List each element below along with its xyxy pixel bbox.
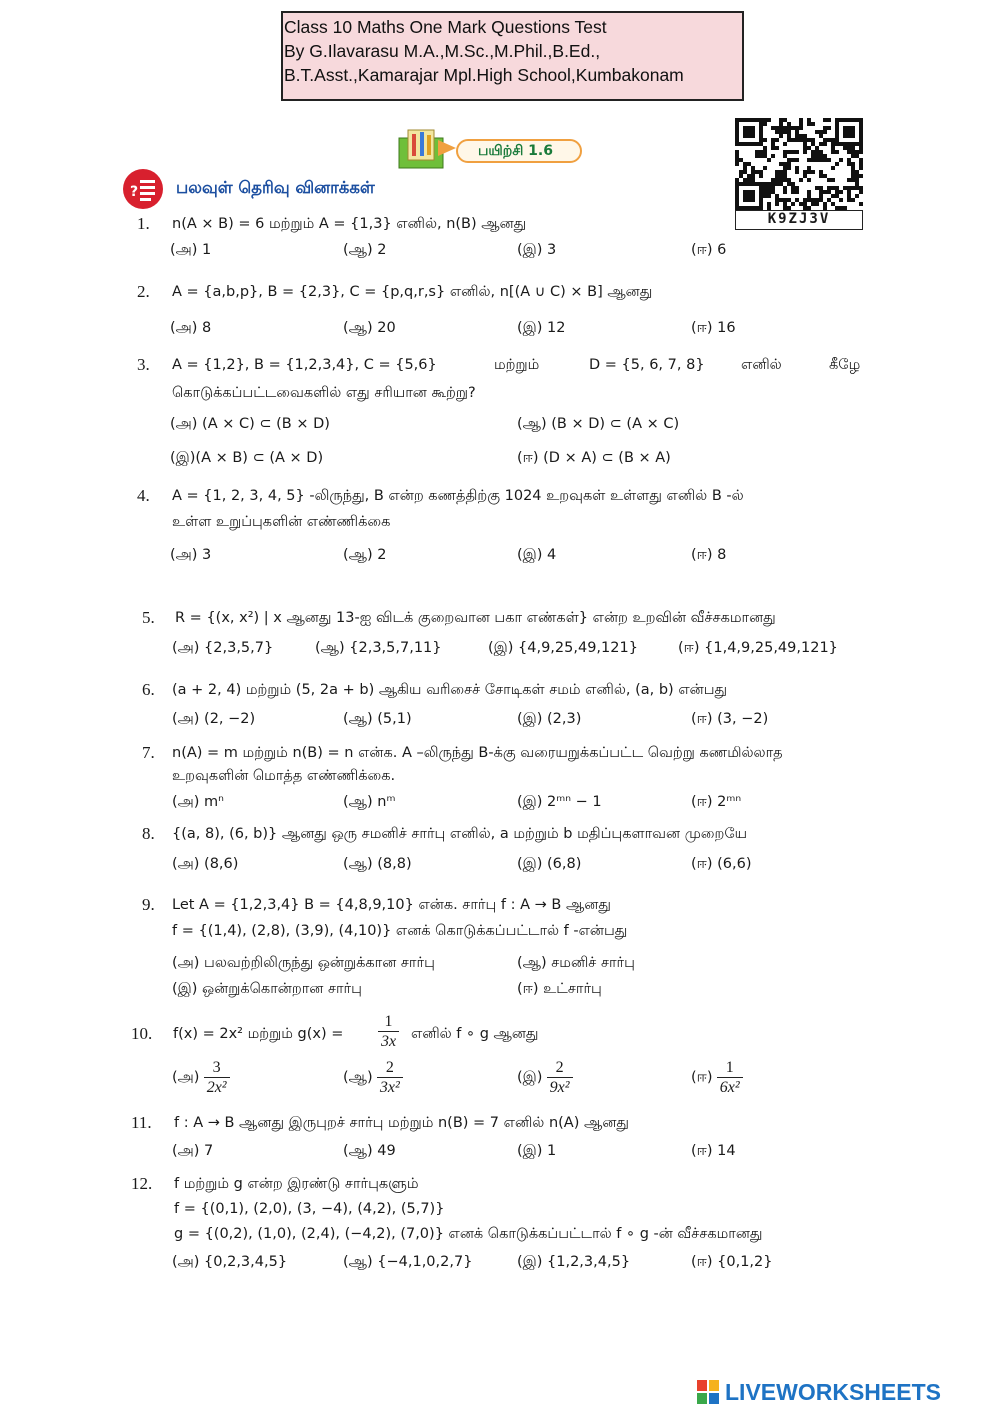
question-number: 6. [142,680,155,699]
question-text: கொடுக்கப்பட்டவைகளில் எது சரியான கூற்று? [172,385,476,401]
option-d[interactable]: (ஈ) {1,4,9,25,49,121} [678,640,838,656]
fraction-numerator: 3 [204,1058,230,1078]
option-d[interactable]: (ஈ) 2ᵐⁿ [691,794,742,810]
fraction [378,1012,399,1051]
option-c[interactable] [517,1058,573,1097]
question-number: 1. [137,214,150,233]
section-title: பலவுள் தெரிவு வினாக்கள் [176,178,375,197]
book-icon [398,128,460,170]
exercise-label: பயிற்சி 1.6 [456,139,582,163]
option-d[interactable]: (ஈ) 8 [691,547,727,563]
fraction-denominator: 3x [381,1033,397,1050]
option-b[interactable]: (ஆ) சமனிச் சார்பு [517,955,635,971]
option-c[interactable]: (இ) 3 [517,242,557,258]
logo-icon [697,1380,719,1404]
question-number: 5. [142,608,155,627]
option-b[interactable]: (ஆ) {−4,1,0,2,7} [343,1254,473,1270]
option-c[interactable]: (இ) 1 [517,1143,557,1159]
option-c[interactable]: (இ)(A × B) ⊂ (A × D) [170,450,324,466]
question-number: 8. [142,824,155,843]
question-number: 9. [142,895,155,914]
question-number: 12. [131,1174,153,1193]
question-text: Let A = {1,2,3,4} B = {4,8,9,10} என்க. சார்பு f : A → B ஆனது [172,897,611,913]
option-a[interactable]: (அ) {0,2,3,4,5} [172,1254,288,1270]
question-text: D = {5, 6, 7, 8} [589,357,705,373]
question-number: 11. [131,1113,152,1132]
option-c[interactable]: (இ) ஒன்றுக்கொன்றான சார்பு [172,981,362,997]
header-line-2: By G.Ilavarasu M.A.,M.Sc.,M.Phil.,B.Ed., [284,41,601,61]
question-text: g = {(0,2), (1,0), (2,4), (−4,2), (7,0)} எனக் கொடுக்கப்பட்டால் f ∘ g -ன் வீச்சகமானது [174,1226,763,1242]
option-a[interactable]: (அ) mⁿ [172,794,224,810]
question-text: f மற்றும் g என்ற இரண்டு சார்புகளும் [174,1176,419,1192]
question-text: மற்றும் [494,357,540,373]
question-text: எனில் f ∘ g ஆனது [411,1026,539,1042]
question-text: A = {1,2}, B = {1,2,3,4}, C = {5,6} [172,357,437,373]
fraction-denominator: 6x² [719,1079,740,1096]
option-c[interactable]: (இ) {4,9,25,49,121} [488,640,638,656]
qr-code [735,118,863,230]
option-c[interactable]: (இ) {1,2,3,4,5} [517,1254,631,1270]
question-text: A = {a,b,p}, B = {2,3}, C = {p,q,r,s} எனில், n[(A ∪ C) × B] ஆனது [172,284,653,300]
header-line-3: B.T.Asst.,Kamarajar Mpl.High School,Kumbakonam [284,65,684,85]
option-d[interactable]: (ஈ) {0,1,2} [691,1254,773,1270]
question-text: உள்ள உறுப்புகளின் எண்ணிக்கை [172,514,391,530]
header-box [281,11,744,101]
option-a[interactable]: (அ) 7 [172,1143,214,1159]
option-b[interactable]: (ஆ) 20 [343,320,396,336]
question-text: n(A) = m மற்றும் n(B) = n என்க. A –லிருந்து B-க்கு வரையறுக்கப்பட்ட வெற்று கணமில்லாத [172,745,783,761]
question-number: 10. [131,1024,153,1043]
question-text: A = {1, 2, 3, 4, 5} -லிருந்து, B என்ற கணத்திற்கு 1024 உறவுகள் உள்ளது எனில் B -ல் [172,488,744,504]
option-b[interactable]: (ஆ) (5,1) [343,711,412,727]
option-b[interactable]: (ஆ) 2 [343,242,387,258]
option-b[interactable]: (ஆ) (B × D) ⊂ (A × C) [517,416,680,432]
option-a[interactable]: (அ) (8,6) [172,856,239,872]
fraction-numerator: 1 [378,1012,399,1032]
option-label: (ஆ) [343,1069,373,1086]
question-text: உறவுகளின் மொத்த எண்ணிக்கை. [172,768,396,784]
svg-text:?: ? [130,184,139,200]
option-b[interactable]: (ஆ) nᵐ [343,794,396,810]
option-a[interactable]: (அ) 1 [170,242,212,258]
question-number: 3. [137,355,150,374]
question-text: (a + 2, 4) மற்றும் (5, 2a + b) ஆகிய வரிசைச் சோடிகள் சமம் எனில், (a, b) என்பது [172,682,728,698]
fraction-denominator: 3x² [379,1079,400,1096]
fraction-numerator: 2 [377,1058,403,1078]
question-text: கீழே [829,357,861,373]
option-d[interactable]: (ஈ) (6,6) [691,856,752,872]
option-a[interactable]: (அ) (A × C) ⊂ (B × D) [170,416,330,432]
option-b[interactable]: (ஆ) {2,3,5,7,11} [315,640,442,656]
option-a[interactable] [172,1058,230,1097]
option-a[interactable]: (அ) 8 [170,320,212,336]
fraction-denominator: 2x² [206,1079,227,1096]
option-label: (இ) [517,1069,543,1086]
option-c[interactable]: (இ) (2,3) [517,711,582,727]
option-c[interactable]: (இ) 2ᵐⁿ − 1 [517,794,602,810]
qr-code-icon [735,118,863,210]
option-b[interactable]: (ஆ) (8,8) [343,856,412,872]
question-text: f = {(0,1), (2,0), (3, −4), (4,2), (5,7)} [174,1201,445,1217]
option-c[interactable]: (இ) 12 [517,320,566,336]
question-number: 4. [137,486,150,505]
option-c[interactable]: (இ) 4 [517,547,557,563]
question-number: 2. [137,282,150,301]
option-a[interactable]: (அ) 3 [170,547,212,563]
option-d[interactable]: (ஈ) உட்சார்பு [517,981,602,997]
option-a[interactable]: (அ) பலவற்றிலிருந்து ஒன்றுக்கான சார்பு [172,955,435,971]
question-text: n(A × B) = 6 மற்றும் A = {1,3} எனில், n(B) ஆனது [172,216,527,232]
option-a[interactable]: (அ) {2,3,5,7} [172,640,274,656]
option-label: (ஈ) [691,1069,713,1086]
question-text: எனில் [741,357,782,373]
qr-code-text: K9ZJ3V [735,210,863,230]
fraction-numerator: 1 [717,1058,743,1078]
option-b[interactable] [343,1058,403,1097]
question-text: f : A → B ஆனது இருபுறச் சார்பு மற்றும் n(B) = 7 எனில் n(A) ஆனது [174,1115,629,1131]
fraction-denominator: 9x² [549,1079,570,1096]
question-text: f = {(1,4), (2,8), (3,9), (4,10)} எனக் கொடுக்கப்பட்டால் f -என்பது [172,923,628,939]
option-d[interactable]: (ஈ) (D × A) ⊂ (B × A) [517,450,671,466]
option-d[interactable]: (ஈ) 6 [691,242,727,258]
option-d[interactable]: (ஈ) 16 [691,320,736,336]
fraction-numerator: 2 [547,1058,573,1078]
option-a[interactable]: (அ) (2, −2) [172,711,256,727]
liveworksheets-logo [697,1380,941,1406]
option-b[interactable]: (ஆ) 49 [343,1143,396,1159]
quiz-icon [123,169,163,209]
watermark-text: LIVEWORKSHEETS [725,1379,941,1405]
header-line-1: Class 10 Maths One Mark Questions Test [284,17,607,37]
question-text: f(x) = 2x² மற்றும் g(x) = [173,1026,344,1042]
question-text: {(a, 8), (6, b)} ஆனது ஒரு சமனிச் சார்பு எனில், a மற்றும் b மதிப்புகளாவன முறையே [172,826,748,842]
question-text: R = {(x, x²) | x ஆனது 13-ஐ விடக் குறைவான பகா எண்கள்} என்ற உறவின் வீச்சகமானது [175,610,776,626]
option-d[interactable]: (ஈ) (3, −2) [691,711,769,727]
question-number: 7. [142,743,155,762]
option-d[interactable]: (ஈ) 14 [691,1143,736,1159]
option-b[interactable]: (ஆ) 2 [343,547,387,563]
option-d[interactable] [691,1058,743,1097]
option-label: (அ) [172,1069,200,1086]
exercise-badge [398,128,586,170]
option-c[interactable]: (இ) (6,8) [517,856,582,872]
